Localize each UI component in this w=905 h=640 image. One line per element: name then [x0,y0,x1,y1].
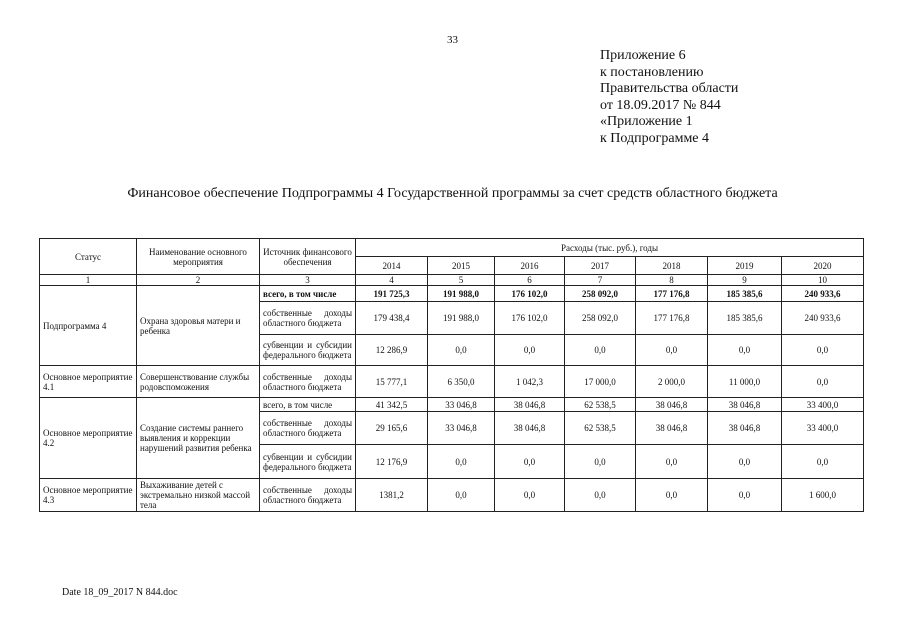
column-number: 4 [356,275,428,286]
amount-cell: 0,0 [495,445,565,479]
header-name: Наименование основного мероприятия [137,239,260,275]
annex-line: Приложение 6 [600,48,686,63]
funding-source-cell: всего, в том числе [260,398,356,412]
amount-cell: 38 046,8 [708,398,782,412]
annex-line: к постановлению [600,64,704,80]
activity-name-cell: Охрана здоровья матери и ребенка [137,286,260,366]
header-year: 2016 [495,257,565,275]
header-year: 2018 [636,257,708,275]
annex-line: от 18.09.2017 № 844 [600,97,721,113]
table-row [40,366,864,398]
amount-cell: 0,0 [495,335,565,366]
amount-cell: 0,0 [565,335,636,366]
amount-cell: 17 000,0 [565,366,636,398]
column-number: 7 [565,275,636,286]
amount-cell: 0,0 [428,335,495,366]
amount-cell: 0,0 [782,335,864,366]
amount-cell: 191 725,3 [356,286,428,302]
column-numbers-row [40,275,864,286]
financing-table [39,238,864,512]
header-year: 2019 [708,257,782,275]
table-row [40,398,864,412]
header-year: 2014 [356,257,428,275]
status-cell: Подпрограмма 4 [40,286,137,366]
funding-source-cell: собственные доходы областного бюджета [260,479,356,512]
amount-cell: 0,0 [428,445,495,479]
amount-cell: 29 165,6 [356,412,428,445]
amount-cell: 177 176,8 [636,302,708,335]
table-row [40,479,864,512]
status-cell: Основное мероприятие 4.3 [40,479,137,512]
amount-cell: 0,0 [708,335,782,366]
amount-cell: 12 286,9 [356,335,428,366]
funding-source-cell: собственные доходы областного бюджета [260,366,356,398]
amount-cell: 33 046,8 [428,412,495,445]
amount-cell: 185 385,6 [708,302,782,335]
funding-source-cell: собственные доходы областного бюджета [260,302,356,335]
activity-name-cell: Создание системы раннего выявления и коррекции нарушений развития ребенка [137,398,260,479]
amount-cell: 38 046,8 [636,398,708,412]
amount-cell: 1 600,0 [782,479,864,512]
amount-cell: 41 342,5 [356,398,428,412]
amount-cell: 0,0 [495,479,565,512]
activity-name-cell: Выхаживание детей с экстремально низкой массой тела [137,479,260,512]
amount-cell: 0,0 [782,445,864,479]
column-number: 5 [428,275,495,286]
column-number: 1 [40,275,137,286]
amount-cell: 1 042,3 [495,366,565,398]
header-year: 2015 [428,257,495,275]
amount-cell: 0,0 [636,335,708,366]
amount-cell: 62 538,5 [565,412,636,445]
header-source: Источник финансового обеспечения [260,239,356,275]
amount-cell: 0,0 [782,366,864,398]
amount-cell: 11 000,0 [708,366,782,398]
amount-cell: 0,0 [636,445,708,479]
amount-cell: 62 538,5 [565,398,636,412]
amount-cell: 185 385,6 [708,286,782,302]
footer-filename: Date 18_09_2017 N 844.doc [62,587,178,598]
column-number: 9 [708,275,782,286]
amount-cell: 0,0 [565,479,636,512]
amount-cell: 240 933,6 [782,286,864,302]
amount-cell: 177 176,8 [636,286,708,302]
table-body [40,286,864,512]
document-title: Финансовое обеспечение Подпрограммы 4 Государственной программы за счет средств областного бюджета [127,186,778,201]
amount-cell: 0,0 [708,479,782,512]
column-number: 2 [137,275,260,286]
annex-line: к Подпрограмме 4 [600,130,710,146]
column-number: 8 [636,275,708,286]
amount-cell: 258 092,0 [565,302,636,335]
status-cell: Основное мероприятие 4.1 [40,366,137,398]
amount-cell: 240 933,6 [782,302,864,335]
amount-cell: 176 102,0 [495,286,565,302]
table-header [40,239,864,286]
activity-name-cell: Совершенствование службы родовспоможения [137,366,260,398]
amount-cell: 191 988,0 [428,286,495,302]
column-number: 6 [495,275,565,286]
amount-cell: 12 176,9 [356,445,428,479]
column-number: 3 [260,275,356,286]
annex-line: «Приложение 1 [600,114,693,129]
amount-cell: 38 046,8 [708,412,782,445]
header-status: Статус [40,239,137,275]
amount-cell: 179 438,4 [356,302,428,335]
funding-source-cell: собственные доходы областного бюджета [260,412,356,445]
page-number: 33 [447,34,458,46]
amount-cell: 38 046,8 [636,412,708,445]
amount-cell: 15 777,1 [356,366,428,398]
amount-cell: 2 000,0 [636,366,708,398]
amount-cell: 38 046,8 [495,398,565,412]
annex-block [600,48,738,147]
amount-cell: 191 988,0 [428,302,495,335]
header-year: 2017 [565,257,636,275]
table-row [40,286,864,302]
amount-cell: 0,0 [708,445,782,479]
amount-cell: 6 350,0 [428,366,495,398]
amount-cell: 1381,2 [356,479,428,512]
funding-source-cell: субвенции и субсидии федерального бюджета [260,335,356,366]
amount-cell: 258 092,0 [565,286,636,302]
annex-line: Правительства области [600,81,739,96]
column-number: 10 [782,275,864,286]
funding-source-cell: субвенции и субсидии федерального бюджета [260,445,356,479]
amount-cell: 33 400,0 [782,398,864,412]
status-cell: Основное мероприятие 4.2 [40,398,137,479]
header-year: 2020 [782,257,864,275]
amount-cell: 33 400,0 [782,412,864,445]
amount-cell: 38 046,8 [495,412,565,445]
amount-cell: 0,0 [428,479,495,512]
funding-source-cell: всего, в том числе [260,286,356,302]
amount-cell: 33 046,8 [428,398,495,412]
amount-cell: 0,0 [636,479,708,512]
header-expenses: Расходы (тыс. руб.), годы [356,239,864,257]
amount-cell: 176 102,0 [495,302,565,335]
amount-cell: 0,0 [565,445,636,479]
